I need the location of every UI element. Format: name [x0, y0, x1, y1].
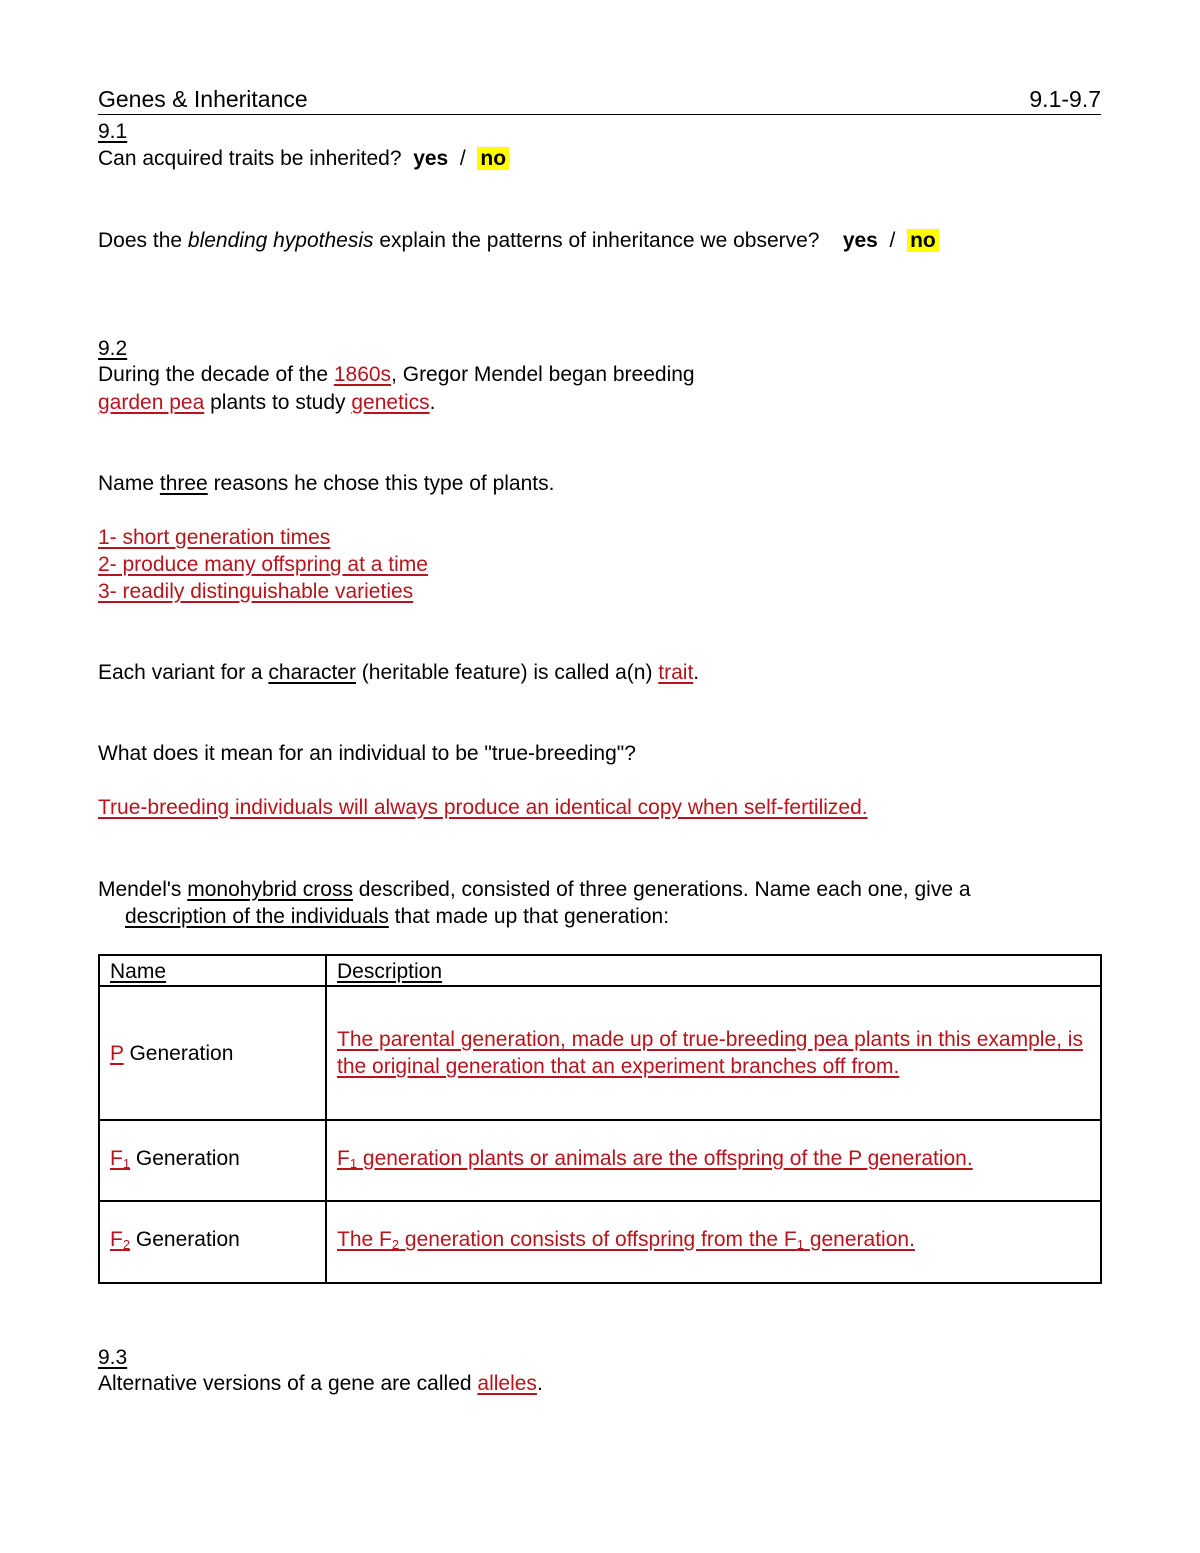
text: Generation	[123, 1041, 234, 1065]
question-text-post: explain the patterns of inheritance we observe?	[373, 229, 820, 252]
header-label: Name	[110, 960, 167, 983]
mendel-plant-line	[98, 389, 435, 416]
table-row	[99, 986, 1101, 1120]
question-blending-hypothesis	[98, 227, 939, 254]
table-row	[99, 1120, 1101, 1201]
answer-decade: 1860s	[333, 363, 392, 386]
monohybrid-line-2	[125, 903, 669, 930]
text: generation plants or animals are the offspring of the P generation.	[357, 1146, 973, 1170]
document-header	[98, 86, 1101, 115]
table-row	[99, 1201, 1101, 1283]
question-acquired-traits	[98, 145, 509, 172]
underlined-word: three	[159, 472, 208, 495]
section-9-3-number: 9.3	[98, 1346, 128, 1369]
text: Alternative versions of a gene are called	[98, 1372, 478, 1395]
question-text: Can acquired traits be inherited?	[98, 147, 402, 170]
header-description	[326, 955, 1101, 986]
generation-description-cell	[326, 1201, 1101, 1283]
document-title: Genes & Inheritance	[98, 86, 308, 112]
question-term: blending hypothesis	[187, 229, 374, 252]
answer-slash: /	[889, 229, 896, 252]
text: plants to study	[204, 391, 352, 414]
text: generation consists of offspring from the F	[399, 1228, 797, 1251]
text: F	[337, 1146, 350, 1170]
text: Name	[98, 472, 160, 495]
text: that made up that generation:	[388, 905, 670, 928]
variant-line	[98, 659, 699, 686]
text: Mendel's	[98, 878, 188, 901]
answer-no-highlighted: no	[477, 147, 509, 170]
answer-letter	[110, 1147, 130, 1170]
underlined-term: monohybrid cross	[187, 878, 353, 901]
text: generation.	[803, 1228, 915, 1251]
answer-yes: yes	[842, 229, 878, 252]
monohybrid-line-1	[98, 876, 971, 903]
generations-table	[98, 954, 1102, 1284]
text: Each variant for a	[98, 661, 269, 684]
table-header-row	[99, 955, 1101, 986]
answer-yes: yes	[413, 147, 449, 170]
header-name	[99, 955, 326, 986]
answer-field: genetics	[351, 391, 430, 414]
subscript: 1	[349, 1155, 358, 1171]
section-9-2-number: 9.2	[98, 337, 128, 360]
three-reasons-question	[98, 470, 554, 497]
true-breeding-question: What does it mean for an individual to be "true-breeding"?	[98, 742, 636, 765]
mendel-decade-line	[98, 361, 695, 388]
section-9-1-number: 9.1	[98, 120, 128, 143]
section-range: 9.1-9.7	[1029, 86, 1101, 112]
underlined-term: description of the individuals	[125, 905, 389, 928]
text: .	[536, 1372, 543, 1395]
header-label: Description	[337, 960, 443, 983]
text: (heritable feature) is called a(n)	[355, 661, 659, 684]
letter: F	[110, 1228, 123, 1251]
answer-slash: /	[459, 147, 466, 170]
text: .	[693, 661, 700, 684]
subscript: 1	[122, 1155, 131, 1171]
true-breeding-answer: True-breeding individuals will always produce an identical copy when self-fertilized.	[98, 796, 868, 819]
reason-3: 3- readily distinguishable varieties	[98, 580, 414, 603]
text: The F	[337, 1228, 392, 1251]
generation-description-cell	[326, 1120, 1101, 1201]
generation-description-cell	[326, 986, 1101, 1120]
generation-name-cell	[99, 986, 326, 1120]
answer-description: The parental generation, made up of true-breeding pea plants in this example, is the original generation that an experiment branches off from.	[337, 1028, 1083, 1078]
generation-name-cell	[99, 1120, 326, 1201]
reason-1: 1- short generation times	[98, 526, 331, 549]
subscript: 2	[122, 1237, 131, 1252]
answer-alleles: alleles	[477, 1372, 537, 1395]
answer-letter: P	[110, 1041, 124, 1065]
answer-no-highlighted: no	[907, 229, 939, 252]
text: described, consisted of three generations. Name each one, give a	[352, 878, 971, 901]
alleles-line	[98, 1370, 543, 1397]
text: Generation	[130, 1228, 240, 1251]
answer-plant: garden pea	[98, 391, 205, 414]
question-text-pre: Does the	[98, 229, 188, 252]
text: .	[429, 391, 436, 414]
answer-description	[337, 1147, 973, 1170]
text: Generation	[130, 1146, 240, 1170]
letter: F	[110, 1146, 123, 1170]
answer-description	[337, 1228, 915, 1251]
answer-letter	[110, 1228, 130, 1251]
subscript: 1	[796, 1237, 804, 1252]
text: reasons he chose this type of plants.	[207, 472, 555, 495]
answer-trait: trait	[658, 661, 694, 684]
reason-2: 2- produce many offspring at a time	[98, 553, 428, 576]
generation-name-cell	[99, 1201, 326, 1283]
underlined-word: character	[268, 661, 356, 684]
subscript: 2	[391, 1237, 400, 1252]
text: , Gregor Mendel began breeding	[391, 363, 695, 386]
text: During the decade of the	[98, 363, 334, 386]
